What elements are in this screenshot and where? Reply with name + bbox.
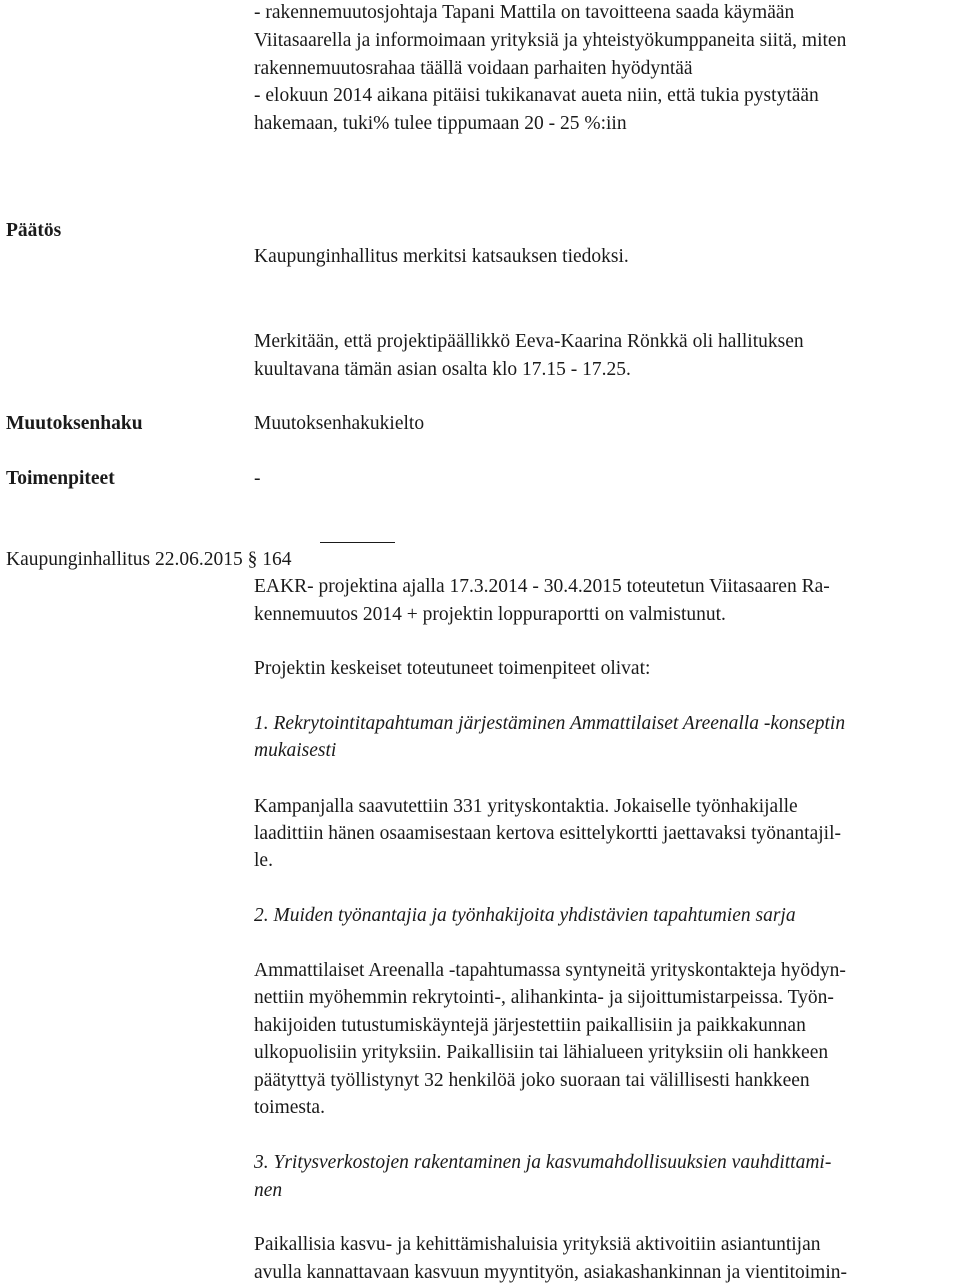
intro-line: - elokuun 2014 aikana pitäisi tukikanavat aueta niin, että tukia pystytään — [254, 85, 819, 106]
intro-line: Viitasaarella ja informoimaan yrityksiä ja yhteistyökumppaneita siitä, miten — [254, 30, 847, 51]
intro-line: rakennemuutosrahaa täällä voidaan parhaiten hyödyntää — [254, 58, 693, 79]
meeting-header: Kaupunginhallitus 22.06.2015 § 164 — [6, 549, 292, 570]
paatos-text: Kaupunginhallitus merkitsi katsauksen tiedoksi. — [254, 246, 629, 267]
item-body-line: Paikallisia kasvu- ja kehittämishaluisia yrityksiä aktivoitiin asiantuntijan — [254, 1234, 821, 1255]
item-body-line: nettiin myöhemmin rekrytointi-, alihankinta- ja sijoittumistarpeissa. Työn- — [254, 987, 834, 1008]
paatos-note-line: Merkitään, että projektipäällikkö Eeva-Kaarina Rönkkä oli hallituksen — [254, 331, 804, 352]
item-body-line: le. — [254, 850, 273, 871]
toimenpiteet-value: - — [254, 468, 261, 489]
item-heading: mukaisesti — [254, 740, 337, 761]
toimenpiteet-label: Toimenpiteet — [6, 468, 115, 489]
muutoksenhaku-label: Muutoksenhaku — [6, 413, 143, 434]
item-heading: 3. Yritysverkostojen rakentaminen ja kasvumahdollisuuksien vauhdittami- — [254, 1152, 832, 1173]
meeting-line: kennemuutos 2014 + projektin loppuraportti on valmistunut. — [254, 604, 726, 625]
item-body-line: ulkopuolisiin yrityksiin. Paikallisiin tai lähialueen yrityksiin oli hankkeen — [254, 1042, 829, 1063]
item-heading: 2. Muiden työnantajia ja työnhakijoita yhdistävien tapahtumien sarja — [254, 905, 796, 926]
paatos-label: Päätös — [6, 220, 62, 241]
meeting-line: EAKR- projektina ajalla 17.3.2014 - 30.4.2015 toteutetun Viitasaaren Ra- — [254, 576, 830, 597]
meeting-lead: Projektin keskeiset toteutuneet toimenpiteet olivat: — [254, 658, 651, 679]
section-divider — [320, 542, 395, 543]
item-body-line: hakijoiden tutustumiskäyntejä järjestettiin paikallisiin ja paikkakunnan — [254, 1015, 806, 1036]
intro-line: - rakennemuutosjohtaja Tapani Mattila on tavoitteena saada käymään — [254, 2, 795, 23]
item-body-line: Kampanjalla saavutettiin 331 yrityskontaktia. Jokaiselle työnhakijalle — [254, 796, 798, 817]
item-body-line: toimesta. — [254, 1097, 325, 1118]
item-body-line: päätyttyä työllistynyt 32 henkilöä joko suoraan tai välillisesti hankkeen — [254, 1070, 810, 1091]
muutoksenhaku-value: Muutoksenhakukielto — [254, 413, 425, 434]
item-body-line: avulla kannattavaan kasvuun myyntityön, asiakashankinnan ja vientitoimin- — [254, 1262, 847, 1283]
item-body-line: laadittiin hänen osaamisestaan kertova esittelykortti jaettavaksi työnantajil- — [254, 823, 841, 844]
item-body-line: Ammattilaiset Areenalla -tapahtumassa syntyneitä yrityskontakteja hyödyn- — [254, 960, 846, 981]
paatos-note-line: kuultavana tämän asian osalta klo 17.15 - 17.25. — [254, 359, 631, 380]
intro-line: hakemaan, tuki% tulee tippumaan 20 - 25 %:iin — [254, 113, 627, 134]
item-heading: 1. Rekrytointitapahtuman järjestäminen Ammattilaiset Areenalla -konseptin — [254, 713, 846, 734]
item-heading: nen — [254, 1180, 283, 1201]
